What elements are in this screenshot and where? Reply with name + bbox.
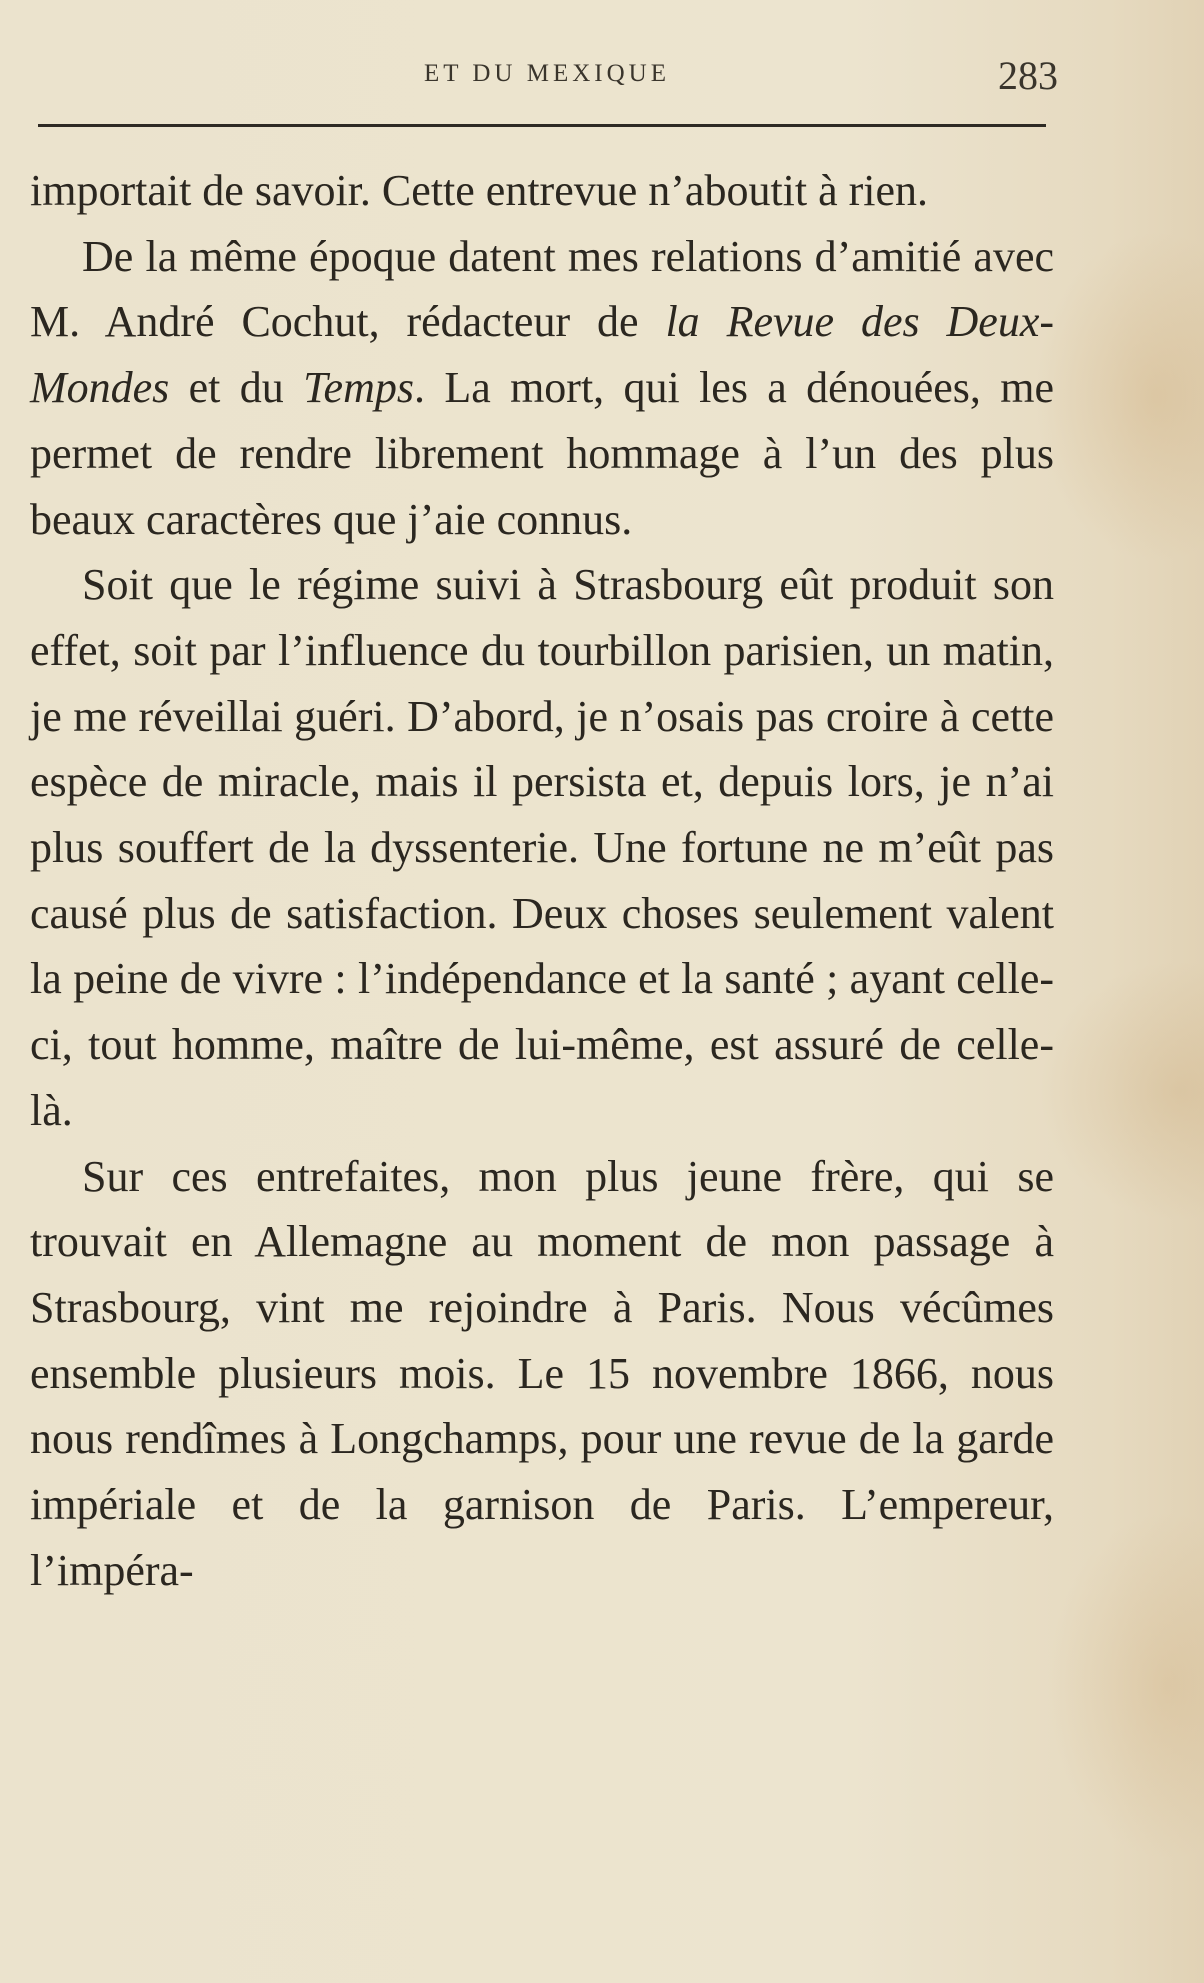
running-title: ET DU MEXIQUE (424, 60, 670, 87)
paragraph-2-text-c: . La mort, qui les a dénouées, me permet de rendre librement hommage à l’un des plus beaux caractères que j’aie connus. (30, 363, 1054, 544)
page-number: 283 (998, 53, 1058, 98)
paragraph-2-italic-temps: Temps (303, 363, 414, 413)
paragraph-3: Soit que le régime suivi à Strasbourg eût produit son effet, soit par l’influence du tourbillon parisien, un matin, je me réveillai guéri. D’abord, je n’osais pas croire à cette espèce de miracle, mais il persista et, depuis lors, je n’ai plus souffert de la dyssenterie. Une fortune ne m’eût pas causé plus de satisfaction. Deux choses seulement valent la peine de vivre : l’indépendance et la santé ; ayant celle-ci, tout homme, maître de lui-même, est assuré de celle-là. (30, 560, 1054, 1135)
paragraph-2-text-a: De la même époque datent mes relations d’amitié avec M. André Cochut, rédacteur de (30, 231, 1054, 347)
header-rule (38, 124, 1046, 127)
paragraph-2-italic-review: la Revue des Deux-Mondes (30, 297, 1054, 413)
paragraph-2-text-b: et du (169, 363, 304, 413)
paragraph-1: importait de savoir. Cette entrevue n’aboutit à rien. (30, 166, 929, 215)
paragraph-2 (30, 224, 1054, 553)
page-header (36, 52, 1058, 102)
body-text (30, 158, 1054, 1603)
paragraph-4: Sur ces entrefaites, mon plus jeune frère, qui se trouvait en Allemagne au moment de mon passage à Strasbourg, vint me rejoindre à Paris. Nous vécûmes ensemble plusieurs mois. Le 15 novembre 1866, nous nous rendîmes à Longchamps, pour une revue de la garde impériale et de la garnison de Paris. L’empereur, l’impéra- (30, 1151, 1054, 1595)
